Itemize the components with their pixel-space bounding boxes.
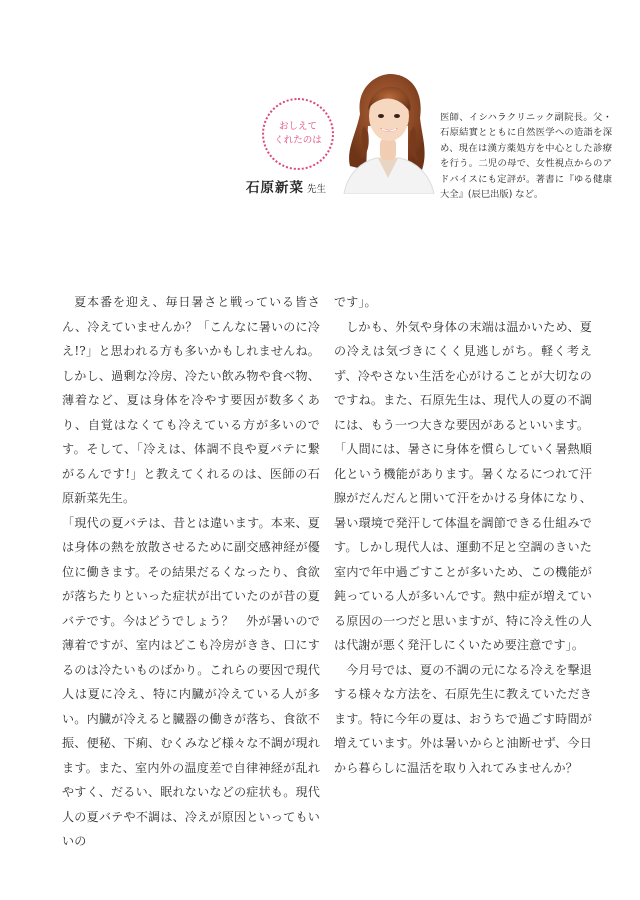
- article-paragraph: しかも、外気や身体の末端は温かいため、夏の冷えは気づきにくく見逃しがち。軽く考えず、冷やさない生活を心がけることが大切なのですね。また、石原先生は、現代人の夏の不調には、もう一つ大きな要因があるといいます。: [334, 319, 592, 432]
- article-paragraph: 夏本番を迎え、毎日暑さと戦っている皆さん、冷えていませんか？「こんなに暑いのに冷え!?」と思われる方も多いかもしれませんね。しかし、過剰な冷房、冷たい飲み物や食べ物、薄着など、夏は身体を冷やす要因が数多くあり、自覚はなくても冷えている方が多いのです。そして、「冷えは、体調不良や夏バテに繋がるんです!」と教えてくれるのは、医師の石原新菜先生。: [62, 295, 320, 505]
- doctor-name: 石原新菜: [246, 180, 304, 196]
- article-paragraph: 「現代の夏バテは、昔とは違います。本来、夏は身体の熱を放散させるために副交感神経が優位に働きます。その結果だるくなったり、食欲が落ちたりといった症状が出ていたのが昔の夏バテです。今はどうでしょう？ 外が暑いので薄着ですが、室内はどこも冷房がきき、口にするのは冷たいものばかり。これらの要因で現代人は夏に冷え、特に内臓が冷えている人が多い。内臓が冷えると臓器の働きが落ち、食欲不振、便秘、下痢、むくみなど様々な不調が現れます。また、室内外の温度差で自律神経が乱れやすく、だるい、眠れないなどの症状も。現代人の夏バテや不調は、冷えが原因といってもいいの: [62, 515, 320, 848]
- article-column-left: [62, 290, 320, 854]
- article-paragraph: 今月号では、夏の不調の元になる冷えを撃退する様々な方法を、石原先生に教えていただきます。特に今年の夏は、おうちで過ごす時間が増えています。外は暑いからと油断せず、今日から暮らしに温活を取り入れてみませんか？: [334, 662, 592, 775]
- article-paragraph: です」。: [334, 295, 377, 309]
- badge-line-1: おしえて: [278, 121, 317, 132]
- intro-badge: [262, 98, 334, 170]
- doctor-name-line: [246, 176, 326, 196]
- portrait-illustration: [338, 66, 436, 194]
- doctor-bio: 医師、イシハラクリニック副院長。父・石原結實とともに自然医学への造詣を深め、現在は漢方薬処方を中心とした診療を行う。二児の母で、女性視点からのアドバイスにも定評が。著書に『ゆる健康大全』(辰巳出版) など。: [440, 112, 612, 201]
- badge-line-2: くれたのは: [274, 135, 322, 146]
- doctor-portrait: [338, 66, 436, 194]
- article-paragraph: 「人間には、暑さに身体を慣らしていく暑熱順化という機能があります。暑くなるにつれて汗腺がだんだんと開いて汗をかける身体になり、暑い環境で発汗して体温を調節できる仕組みです。しかし現代人は、運動不足と空調のきいた室内で年中過ごすことが多いため、この機能が鈍っている人が多いんです。熱中症が増えている原因の一つだと思いますが、特に冷え性の人は代謝が悪く発汗しにくいため要注意です」。: [334, 442, 592, 652]
- article-column-right: [334, 290, 592, 780]
- doctor-honorific: 先生: [307, 184, 327, 195]
